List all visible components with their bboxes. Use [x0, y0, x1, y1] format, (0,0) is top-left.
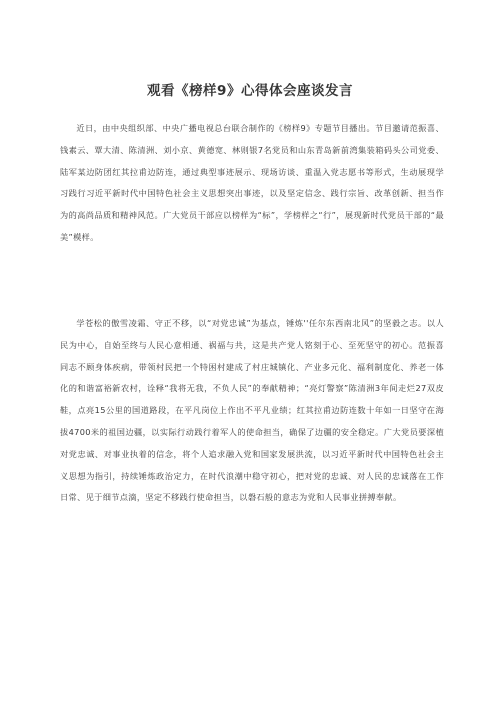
document-title: 观看《榜样9》心得体会座谈发言	[147, 83, 353, 99]
paragraph-1: 近日，由中央组织部、中央广播电视总台联合制作的《榜样9》专题节目播出。节目邀请范振喜、钱素云、覃大清、陈清洲、刘小京、黄德宽、林则银7名党员和山东青岛新前湾集装箱码头公司党委、陆军某边防团红其拉甫边防连，通过典型事迹展示、现场访谈、重温入党志愿书等形式，生动展现学习践行习近平新时代中国特色社会主义思想突出事迹，以及坚定信念、践行宗旨、改革创新、担当作为的高尚品质和精神风范。广大党员干部应以榜样为“标”，学榜样之“行”，展现新时代党员干部的“最美”模样。	[60, 123, 444, 242]
paragraph-2: 学苍松的傲雪凌霜、守正不移，以“对党忠诚”为基点，锤炼''任尔东西南北风”的坚毅之志。以人民为中心，自始至终与人民心意相通、祸福与共，这是共产党人铭刻于心、至死坚守的初心。范振喜同志不顾身体疾病，带领村民把一个特困村建成了村庄城镇化、产业多元化、福利制度化、养老一体化的和谐富裕新农村，诠释“我将无我，不负人民”的奉献精神；“亮灯警察”陈清洲3年间走烂27双皮鞋，点亮15公里的国道路段，在平凡岗位上作出不平凡业绩；红其拉甫边防连数十年如一日坚守在海拔4700米的祖国边疆，以实际行动践行着军人的使命担当，确保了边疆的安全稳定。广大党员要深植对党忠诚、对事业执着的信念，将个人追求融入党和国家发展洪流，以习近平新时代中国特色社会主义思想为指引，持续锤炼政治定力，在时代浪潮中稳守初心，把对党的忠诚、对人民的忠诚落在工作日常、见于细节点滴，坚定不移践行使命担当，以磐石般的意志为党和人民事业拼搏奉献。	[60, 318, 444, 503]
